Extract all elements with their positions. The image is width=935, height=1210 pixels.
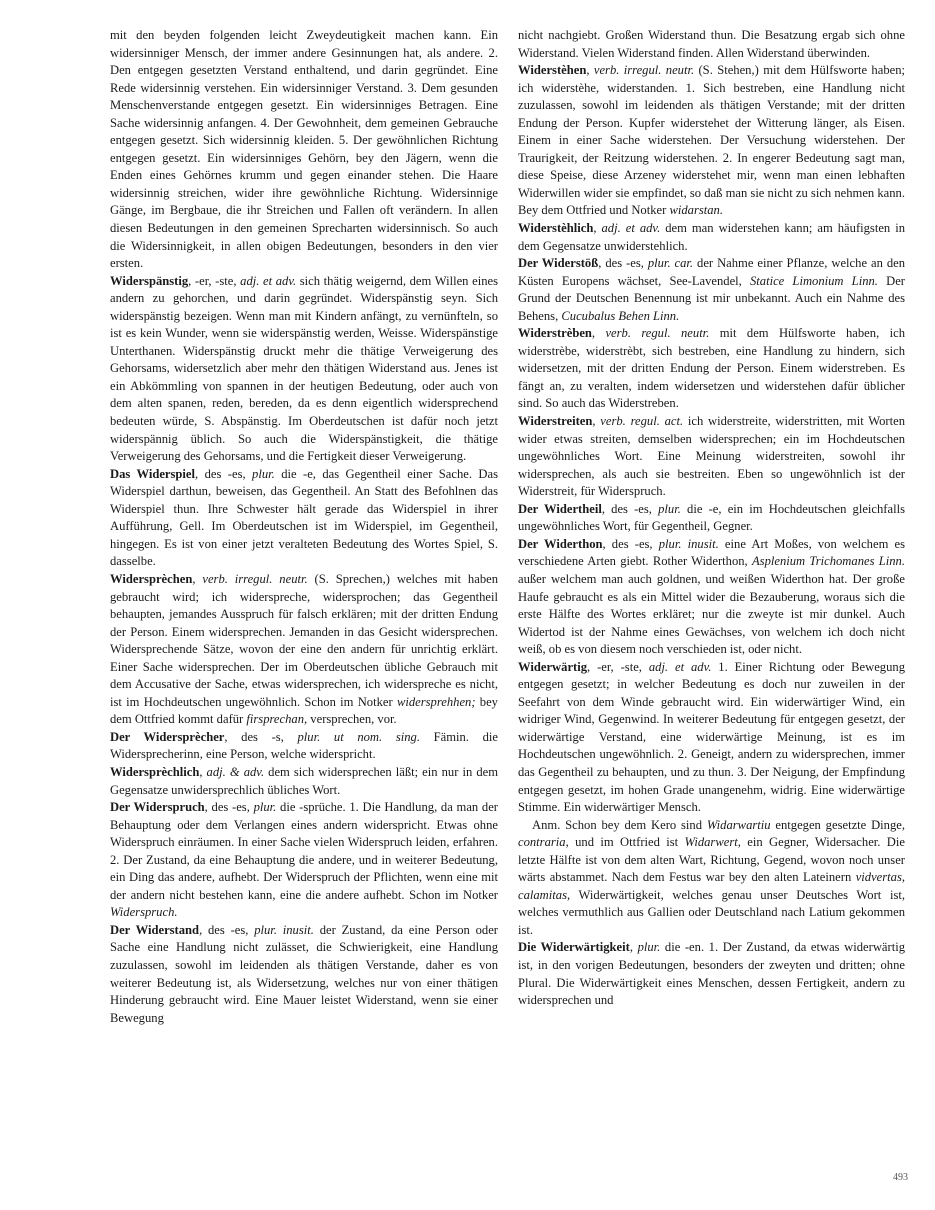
- italic-text: widersprehhen;: [396, 694, 476, 709]
- italic-text: adj. et adv.: [601, 221, 661, 236]
- headword: Der Widerthon: [518, 536, 603, 551]
- dictionary-entry: [110, 729, 498, 764]
- dictionary-entry: [518, 62, 905, 220]
- entry-text: , des -es,: [601, 501, 659, 516]
- text-column-right: [518, 27, 905, 1177]
- entry-text: die -e, ein im Hochdeutschen gleichfalls ungewöhnliches Wort, für Gegentheil, Gegner.: [518, 501, 905, 534]
- italic-text: Asplenium Trichomanes Linn.: [751, 554, 905, 569]
- italic-text: adj. et adv.: [648, 659, 712, 674]
- entry-text: (S. Stehen,) mit dem Hülfsworte haben; ich widerstèhe, widerstanden. 1. Sich bestreben, eine Handlung nicht zuzulassen, sowohl im leidenden als thätigen Verstande; mit der dritten Endung der Person. Kupfer widerstehet der Witterung länger, als Eisen. Einem in einer Sache widerstehen. Der Versuchung widerstehen. Der Traurigkeit, der Reitzung widerstehen. 2. In engerer Bedeutung sagt man, diese Speise, diese Arzeney widerstehet mir, wenn man einen lebhaften Widerwillen wider sie empfindet, so daß man sie nicht zu sich nehmen kann. Bey dem Ottfried und Notker: [518, 63, 905, 218]
- headword: Widerwärtig: [518, 659, 588, 674]
- italic-text: adj. et adv.: [240, 273, 297, 288]
- entry-text: die -en. 1. Der Zustand, da etwas widerwärtig ist, in den vorigen Bedeutungen, besonders der zweyten und dritten; ohne Plural. Die Widerwärtigkeit eines Menschen, dessen Fertigkeit, andern zu widersprechen und: [518, 940, 905, 1008]
- entry-text: der Zustand, da eine Person oder Sache eine Handlung nicht zulässet, die Schwierigkeit, eine Handlung zuzulassen, sowohl im leidenden als thätigen Verstande, daher es von weiterer Bedeutung ist, als Widersetzung, welches nur von einer thätigen Hinderung gebraucht wird. Eine Mauer leistet Widerstand, wenn sie einer Bewegung: [110, 922, 498, 1025]
- dictionary-entry: [518, 255, 905, 325]
- headword: Widerstèhlich: [518, 221, 594, 236]
- headword: Widerstreiten: [518, 414, 593, 429]
- dictionary-entry: [110, 571, 498, 729]
- entry-text: sich thätig weigernd, dem Willen eines andern zu gehorchen, und darin gegründet. Widerspänstig seyn. Sich widerspänstig bezeigen. Wenn man mit Kindern anfängt, zu vernünfteln, so ist es kein Wunder, wenn sie widerspänstig werden, Weisse. Widerspänstige Unterthanen. Widerspänstig druckt mehr die thätige Verweigerung des Gehorsams, widersetzlich aber mehr den thätigen Widerstand aus. Jenes ist ein Abkömmling von spannen in der heutigen Bedeutung, oder auch von dem alten spanen, reden, bereden, da es denn eigentlich widersprechend bedeuten würde, S. Abspänstig. Im Oberdeutschen ist dafür noch jetzt widerspännig üblich. So auch die Widerspänstigkeit, die thätige Verweigerung des Gehorsams, und die Fertigkeit dieser Verweigerung.: [110, 273, 498, 464]
- entry-text: , des -es,: [602, 536, 659, 551]
- dictionary-entry: [518, 536, 905, 659]
- entry-text: ,: [199, 764, 207, 779]
- entry-text: der Nahme einer Pflanze, welche an den Küsten Europens wächset, See-Lavendel,: [518, 256, 905, 288]
- headword: Das Widerspiel: [110, 466, 196, 481]
- entry-text: , des -es,: [204, 800, 254, 815]
- italic-text: plur.: [637, 940, 661, 955]
- italic-text: verb. regul. act.: [600, 414, 684, 429]
- italic-text: Widarwert,: [684, 835, 741, 850]
- dictionary-entry: [518, 501, 905, 536]
- dictionary-entry: [110, 466, 498, 571]
- headword: Widersprèchlich: [110, 764, 200, 779]
- italic-text: widarstan.: [669, 203, 723, 218]
- italic-text: plur. car.: [647, 256, 694, 271]
- headword: Widersprèchen: [110, 571, 193, 586]
- headword: Widerspänstig: [110, 273, 189, 288]
- entry-text: Widerwärtigkeit, welches genau unser Deutsches Wort ist, welches vermuthlich aus Gallien oder Deutschland nach Latium gekommen ist.: [518, 887, 905, 937]
- italic-text: plur.: [253, 800, 277, 815]
- text-column-left: [110, 27, 498, 1177]
- headword: Der Widerstand: [110, 922, 200, 937]
- entry-text: Fämin. die Widersprecherinn, eine Person, welche widerspricht.: [110, 729, 498, 762]
- headword: Der Widertheil: [518, 501, 602, 516]
- entry-text: (S. Sprechen,) welches mit haben gebraucht wird; ich widerspreche, widersprochen; das Gegentheil behaupten, jemandes Ausspruch für falsch erklären; mit der dritten Endung der Person. Einem widersprechen. Jemanden in das Gesicht widersprechen. Widersprechende Sätze, wovon der eine den andern für unrichtig erklärt. Einer Sache widersprechen. Der im Oberdeutschen übliche Gebrauch mit dem Accusative der Sache, etwas widersprechen, ich widerspreche es nicht, ist im Hochdeutschen ungewöhnlich. Schon im Notker: [110, 571, 498, 709]
- entry-text: und im Ottfried ist: [568, 835, 685, 850]
- entry-text: ,: [192, 571, 203, 586]
- entry-text: außer welchem man auch goldnen, und weißen Widerthon hat. Der große Haufe gebraucht es als ein Mittel wider die Bezauberung, woraus sich die erste Hälfte des Wortes erkläret; nur die zweyte ist mir dunkel. Auch Widertod ist der Nahme eines Gewächses, von welchem ich doch nicht weiß, ob es von diesem noch verschieden ist, oder nicht.: [518, 571, 905, 657]
- headword: Der Widerspruch: [110, 800, 205, 815]
- dictionary-entry: [518, 413, 905, 501]
- entry-text: ich widerstreite, widerstritten, mit Worten wider etwas streiten, demselben widersprechen; ein im Hochdeutschen ungewöhnliches Wort. Eine Meinung widerstreiten, sowohl ihr widersprechen, als auch sie bestreiten. Eben so ungewöhnlich ist der Widerstreit, für Widerspruch.: [518, 414, 905, 499]
- entry-text: , des -s,: [224, 729, 298, 744]
- entry-text: die -e, das Gegentheil einer Sache. Das Widerspiel darthun, beweisen, das Gegentheil. An Statt des Befohlnen das Widerspiel thun. Ihre Schwester hält gerade das Widerspiel in ihrer Aufführung, Gell. Im Oberdeutschen ist im Widerspiel, im Gegentheil, hingegen. Es ist von einer jetzt veralteten Bedeutung des Wortes Spiel, S. dasselbe.: [110, 466, 498, 569]
- italic-text: plur. inusit.: [658, 536, 719, 551]
- dictionary-entry: [110, 764, 498, 799]
- entry-text: ,: [592, 414, 601, 429]
- italic-text: Cucubalus Behen Linn.: [561, 308, 680, 323]
- entry-text: , -er, -ste,: [587, 659, 649, 674]
- entry-text: ,: [629, 940, 638, 955]
- dictionary-entry: [518, 939, 905, 1009]
- dictionary-entry: [518, 659, 905, 817]
- entry-text: ,: [593, 221, 602, 236]
- entry-text: versprechen, vor.: [307, 712, 397, 727]
- italic-text: contraria,: [518, 835, 569, 850]
- italic-text: verb. irregul. neutr.: [202, 571, 308, 586]
- entry-text: dem man widerstehen kann; am häufigsten in dem Gegensatze unwiderstehlich.: [518, 221, 905, 253]
- italic-text: plur. inusit.: [254, 922, 314, 937]
- entry-text: eine Art Moßes, von welchem es verschiedene Arten giebt. Rother Widerthon,: [518, 536, 905, 569]
- headword: Widerstèhen: [518, 63, 587, 78]
- headword: Der Widerstöß: [518, 256, 599, 271]
- italic-text: verb. irregul. neutr.: [593, 63, 695, 78]
- headword: Widerstrèben: [518, 326, 592, 341]
- entry-text: ,: [591, 326, 606, 341]
- italic-text: verb. regul. neutr.: [605, 326, 710, 341]
- dictionary-entry: [518, 220, 905, 255]
- italic-text: plur.: [658, 501, 681, 516]
- entry-text: die -sprüche. 1. Die Handlung, da man der Behauptung oder dem Verlangen eines andern widerspricht. Etwas ohne Widerspruch einräumen. In einer Sache vielen Widerspruch leiden, erfahren. 2. Der Zustand, da eine Behauptung die andere, und in weiterer Bedeutung, ein Ding das andere, aufhebt. Der Widerspruch der Pflichten, wenn eine mit der andern nicht bestehen kann, eine die andere aufhebt. Schon im Notker: [110, 800, 498, 902]
- headword: Der Widersprècher: [110, 729, 225, 744]
- entry-text: ein Gegner, Widersacher. Die letzte Hälfte ist von dem alten Wart, Richtung, Gegend, wovon noch unser wärts abstammet. Nach dem Festus war bey den alten Lateinern: [518, 835, 905, 885]
- dictionary-entry: [110, 922, 498, 1027]
- italic-text: firsprechan,: [246, 712, 308, 727]
- entry-text: dem sich widersprechen läßt; ein nur in dem Gegensatze unwidersprechlich übliches Wort.: [110, 764, 498, 797]
- entry-text: mit den beyden folgenden leicht Zweydeutigkeit machen kann. Ein widersinniger Mensch, der immer andere Gesinnungen hat, als andere. 2. Den entgegen gesetzten Verstand enthaltend, und darin gegründet. Eine Rede widersinnig verstehen. Ein widersinniger Verstand. 3. Dem gesunden Menschenverstande entgegen gesetzt. Ein widersinniges Betragen. Eine Sache widersinnig anfangen. 4. Der Gewohnheit, dem gemeinen Gebrauche entgegen gesetzt. Sich widersinnig kleiden. 5. Der gewöhnlichen Richtung entgegen gesetzt. Ein widersinniges Gehörn, bey den Jägern, wenn die Enden eines Gehörnes krumm und gegen einander stehen. Die Haare widersinnig streichen, wider ihre gewöhnliche Richtung. Widersinnige Gänge, im Bergbaue, die ihr Streichen und Fallen oft verändern. In allen diesen Bedeutungen in den gemeinen Sprecharten widersinnisch. So auch die Widersinnigkeit, in allen obigen Bedeutungen, besonders in den vier ersten.: [110, 28, 498, 271]
- entry-text: nicht nachgiebt. Großen Widerstand thun. Die Besatzung ergab sich ohne Widerstand. Vielen Widerstand finden. Allen Widerstand überwinden.: [518, 28, 905, 60]
- entry-text: Anm. Schon bey dem Kero sind: [532, 817, 707, 832]
- italic-text: plur. ut nom. sing.: [297, 729, 420, 744]
- italic-text: adj. & adv.: [206, 764, 265, 779]
- italic-text: Statice Limonium Linn.: [750, 273, 878, 288]
- dictionary-entry: [110, 27, 498, 273]
- headword: Die Widerwärtigkeit: [518, 940, 630, 955]
- dictionary-entry: [518, 27, 905, 62]
- italic-text: vidvertas, calamitas,: [518, 870, 905, 902]
- entry-text: , des -es,: [598, 256, 648, 271]
- page-number: 493: [893, 1172, 908, 1183]
- italic-text: Widarwartiu: [706, 817, 771, 832]
- dictionary-entry: [518, 817, 905, 940]
- entry-text: , des -es,: [199, 922, 255, 937]
- italic-text: Widerspruch.: [110, 905, 178, 920]
- dictionary-entry: [110, 799, 498, 922]
- entry-text: ,: [586, 63, 594, 78]
- dictionary-entry: [110, 273, 498, 466]
- italic-text: plur.: [252, 466, 275, 481]
- entry-text: 1. Einer Richtung oder Bewegung entgegen gesetzt; in welcher Bedeutung es doch nur zuweilen in der Seefahrt von dem Winde gebraucht wird. Ein widerwärtiger Wind, ein widriger Wind, Gegenwind. In weiterer Bedeutung für entgegen gesetzt, der widerwärtige Verstand, eine widerwärtige Meinung, ist es im Hochdeutschen ungewöhnlich. 2. Geneigt, andern zu widersprechen, immer das Gegentheil zu behaupten, und zu thun. 3. Der Neigung, der Empfindung entgegen gesetzt, im hohen Grade unangenehm, widrig. Eine widerwärtige Stimme. Ein widerwärtiger Mensch.: [518, 659, 905, 815]
- entry-text: Der Grund der Deutschen Benennung ist mir unbekannt. Auch ein Nahme des Behens,: [518, 273, 905, 323]
- dictionary-entry: [518, 325, 905, 413]
- entry-text: , des -es,: [195, 466, 253, 481]
- entry-text: , -er, -ste,: [188, 273, 241, 288]
- entry-text: mit dem Hülfsworte haben, ich widerstrèbe, widerstrèbt, sich bestreben, eine Handlung zu hindern, sich widersetzen, mit der dritten Endung der Person. Einem widerstreben. Es fängt an, zu veralten, indem widersetzen und widerstehen dafür üblicher sind. So auch das Widerstreben.: [518, 326, 905, 411]
- entry-text: entgegen gesetzte Dinge,: [770, 817, 905, 832]
- entry-text: bey dem Ottfried kommt dafür: [110, 694, 498, 727]
